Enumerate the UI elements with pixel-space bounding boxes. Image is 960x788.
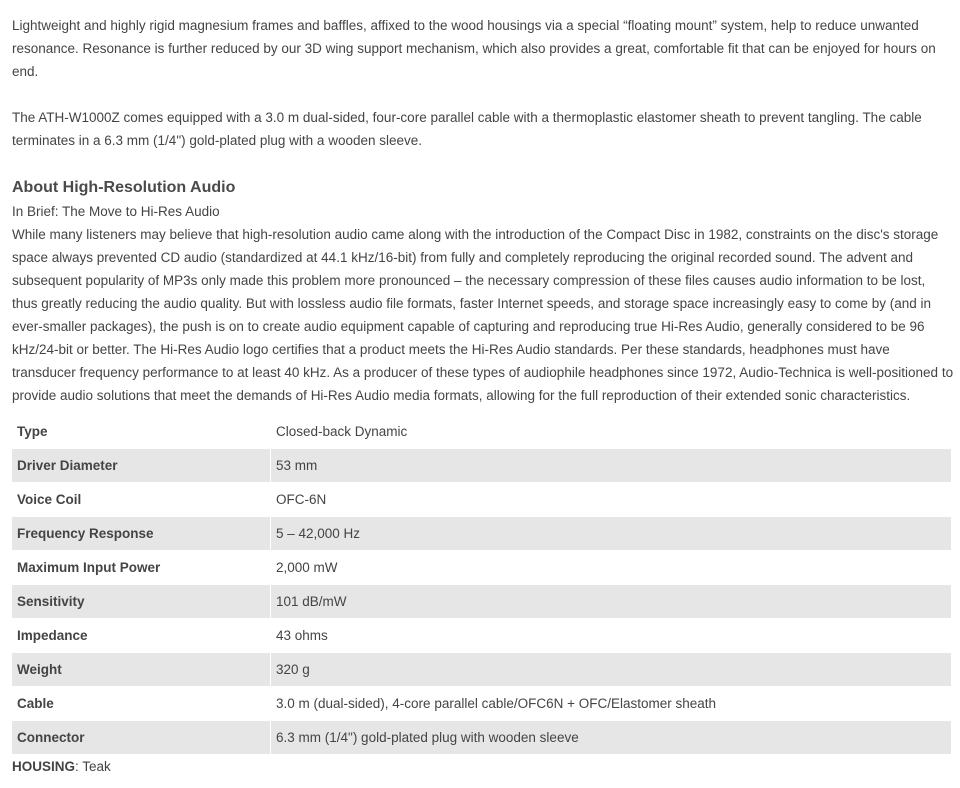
table-row <box>12 687 951 721</box>
intro-paragraph-1: Lightweight and highly rigid magnesium frames and baffles, affixed to the wood housings via a special “floating mount” system, help to reduce unwanted resonance. Resonance is further reduced by our 3D wing support mechanism, which also provides a great, comfortable fit that can be enjoyed for hours on end. <box>12 18 936 79</box>
spec-label: Weight <box>12 653 271 687</box>
spec-value: Closed-back Dynamic <box>271 415 952 449</box>
intro-paragraph-2: The ATH-W1000Z comes equipped with a 3.0 m dual-sided, four-core parallel cable with a thermoplastic elastomer sheath to prevent tangling. The cable terminates in a 6.3 mm (1/4") gold-plated plug with a wooden sleeve. <box>12 110 922 148</box>
spec-value: 3.0 m (dual-sided), 4-core parallel cable/OFC6N + OFC/Elastomer sheath <box>271 687 952 721</box>
table-row <box>12 483 951 517</box>
spec-label: Voice Coil <box>12 483 271 517</box>
spec-value: 101 dB/mW <box>271 585 952 619</box>
spec-label: Connector <box>12 721 271 755</box>
table-row <box>12 721 951 755</box>
table-row <box>12 415 951 449</box>
table-row <box>12 449 951 483</box>
spec-label: Frequency Response <box>12 517 271 551</box>
spec-value: 43 ohms <box>271 619 952 653</box>
housing-value: Teak <box>78 759 111 774</box>
product-description <box>12 14 954 407</box>
hires-heading: About High-Resolution Audio <box>12 179 236 196</box>
spec-label: Cable <box>12 687 271 721</box>
spec-label: Impedance <box>12 619 271 653</box>
hires-body: While many listeners may believe that high-resolution audio came along with the introduction of the Compact Disc in 1982, constraints on the disc's storage space always prevented CD audio (standardized at 44.1 kHz/16-bit) from fully and completely reproducing the original recorded sound. The advent and subsequent popularity of MP3s only made this problem more pronounced – the necessary compression of these files causes audio information to be lost, thus greatly reducing the audio quality. But with lossless audio file formats, faster Internet speeds, and storage space increasingly easy to come by (and in ever-smaller packages), the push is on to create audio equipment capable of capturing and reproducing true Hi-Res Audio, generally considered to be 96 kHz/24-bit or better. The Hi-Res Audio logo certifies that a product meets the Hi-Res Audio standards. Per these standards, headphones must have transducer frequency performance to at least 40 kHz. As a producer of these types of audiophile headphones since 1972, Audio-Technica is well-positioned to provide audio solutions that meet the demands of Hi-Res Audio media formats, allowing for the full reproduction of their extended sonic characteristics. <box>12 227 954 403</box>
housing-line <box>12 757 111 777</box>
spec-value: 53 mm <box>271 449 952 483</box>
table-row <box>12 585 951 619</box>
spec-table <box>12 415 951 755</box>
spec-value: 320 g <box>271 653 952 687</box>
spec-value: 5 – 42,000 Hz <box>271 517 952 551</box>
spec-value: 6.3 mm (1/4") gold-plated plug with wooden sleeve <box>271 721 952 755</box>
spec-value: OFC-6N <box>271 483 952 517</box>
spec-label: Sensitivity <box>12 585 271 619</box>
hires-subheading: In Brief: The Move to Hi-Res Audio <box>12 204 220 219</box>
housing-label: HOUSING <box>12 759 76 774</box>
table-row <box>12 551 951 585</box>
spec-value: 2,000 mW <box>271 551 952 585</box>
spec-label: Driver Diameter <box>12 449 271 483</box>
table-row <box>12 619 951 653</box>
spec-label: Maximum Input Power <box>12 551 271 585</box>
housing-separator: : <box>75 759 79 774</box>
spec-label: Type <box>12 415 271 449</box>
table-row <box>12 653 951 687</box>
table-row <box>12 517 951 551</box>
